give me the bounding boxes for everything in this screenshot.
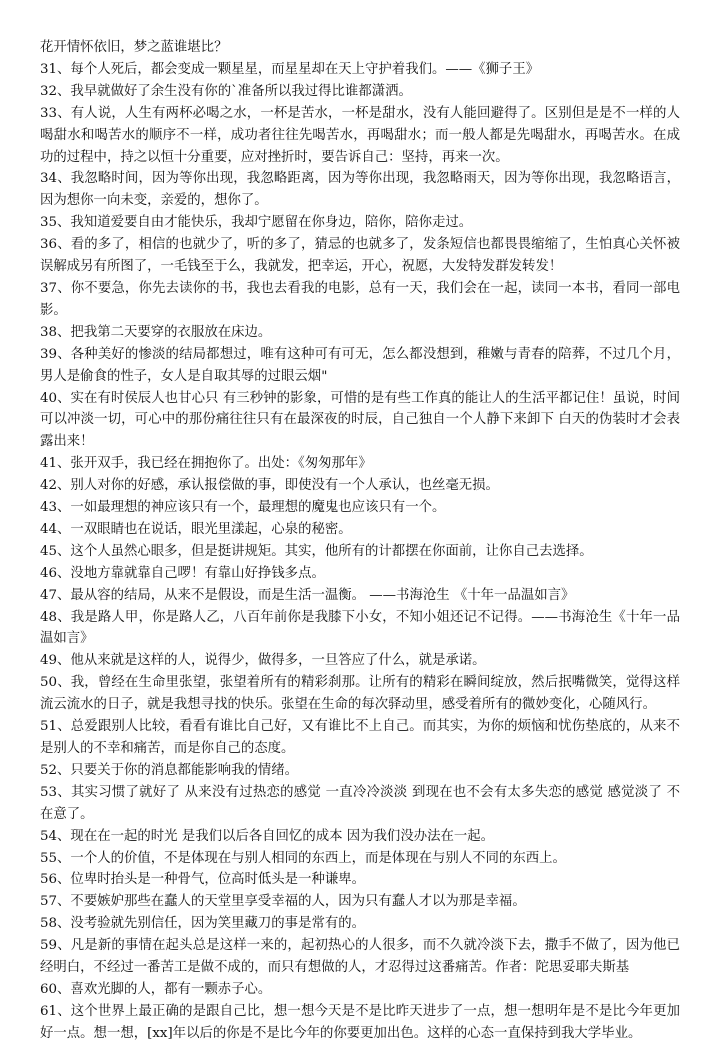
quote-40: 40、实在有时侯辰人也甘心只 有三秒钟的影象，可惜的是有些工作真的能让人的生活平都记住！虽说，时间可以冲淡一切，可心中的那份痛往往只有在最深夜的时辰，自己独自一个人静下来卸下 白天的伪装时才会表露出来！	[40, 390, 680, 450]
quote-42: 42、别人对你的好感，承认报偿做的事，即使没有一个人承认，也丝毫无损。	[40, 478, 499, 494]
quote-48: 48、我是路人甲，你是路人乙，八百年前你是我膝下小女，不知小姐还记不记得。——书海沧生《十年一品温如言》	[40, 609, 680, 647]
quote-32: 32、我早就做好了余生没有你的`准备所以我过得比谁都潇洒。	[40, 83, 412, 99]
quote-45: 45、这个人虽然心眼多，但是挺讲规矩。其实，他所有的计都摆在你面前，让你自己去选择。	[40, 543, 593, 559]
quote-56: 56、位卑时抬头是一种骨气，位高时低头是一种谦卑。	[40, 872, 366, 888]
quote-33: 33、有人说，人生有两杯必喝之水，一杯是苦水，一杯是甜水，没有人能回避得了。区别但是是不一样的人喝甜水和喝苦水的顺序不一样，成功者往往先喝苦水，再喝甜水；而一般人都是先喝甜水，再喝苦水。在成功的过程中，持之以恒十分重要，应对挫折时，要告诉自己：坚持，再来一次。	[40, 105, 680, 165]
quote-46: 46、没地方靠就靠自己啰！有靠山好挣钱多点。	[40, 565, 325, 581]
quote-55: 55、一个人的价值，不是体现在与别人相同的东西上，而是体现在与别人不同的东西上。	[40, 850, 566, 866]
quote-59: 59、凡是新的事情在起头总是这样一来的，起初热心的人很多，而不久就冷淡下去，撒手不做了，因为他已经明白，不经过一番苦工是做不成的，而只有想做的人，才忍得过这番痛苦。作者：陀思妥耶夫斯基	[40, 938, 680, 976]
quote-31: 31、每个人死后，都会变成一颗星星，而星星却在天上守护着我们。——《狮子王》	[40, 61, 540, 77]
quote-51: 51、总爱跟别人比较，看看有谁比自己好，又有谁比不上自己。而其实，为你的烦恼和忧伤垫底的，从来不是别人的不幸和痛苦，而是你自己的态度。	[40, 719, 680, 756]
quote-47: 47、最从容的结局，从来不是假设，而是生活一温衡。 ——书海沧生 《十年一品温如言》	[40, 587, 575, 603]
quote-37: 37、你不要急，你先去读你的书，我也去看我的电影，总有一天，我们会在一起，读同一本书，看同一部电影。	[40, 280, 680, 318]
quote-54: 54、现在在一起的时光 是我们以后各自回忆的成本 因为我们没办法在一起。	[40, 828, 495, 844]
quote-52: 52、只要关于你的消息都能影响我的情绪。	[40, 762, 299, 778]
quote-58: 58、没考验就先别信任，因为笑里藏刀的事是常有的。	[40, 916, 366, 932]
quote-38: 38、把我第二天要穿的衣服放在床边。	[40, 324, 272, 340]
quote-36: 36、看的多了，相信的也就少了，听的多了，猜忌的也就多了，发条短信也都畏畏缩缩了，生怕真心关怀被误解成另有所图了，一毛钱至于么，我就发，把幸运，开心，祝愿，大发特发群发转发！	[40, 237, 680, 275]
quote-43: 43、一如最理想的神应该只有一个，最理想的魔鬼也应该只有一个。	[40, 500, 446, 516]
intro-line: 花开情怀依旧，梦之蓝谁堪比？	[40, 40, 228, 55]
quote-34: 34、我忽略时间，因为等你出现，我忽略距离，因为等你出现，我忽略雨天，因为等你出现，我忽略语言，因为想你一向未变，亲爱的，想你了。	[40, 171, 680, 209]
quote-50: 50、我，曾经在生命里张望，张望着所有的精彩刹那。让所有的精彩在瞬间绽放，然后抿嘴微笑，觉得这样流云流水的日子，就是我想寻找的快乐。张望在生命的每次驿动里，感受着所有的微妙变化，心随风行。	[40, 675, 680, 713]
quote-53: 53、其实习惯了就好了 从来没有过热恋的感觉 一直冷冷淡淡 到现在也不会有太多失恋的感觉 感觉淡了 不在意了。	[40, 784, 680, 822]
quote-39: 39、各种美好的惨淡的结局都想过，唯有这种可有可无，怎么都没想到，稚嫩与青春的陪葬，不过几个月，男人是偷食的性子，女人是自取其辱的过眼云烟"	[40, 346, 680, 384]
quote-35: 35、我知道爱要自由才能快乐，我却宁愿留在你身边，陪你，陪你走过。	[40, 215, 473, 231]
quote-44: 44、一双眼睛也在说话，眼光里漾起，心泉的秘密。	[40, 521, 352, 537]
quote-60: 60、喜欢光脚的人，都有一颗赤子心。	[40, 981, 272, 997]
quote-61: 61、这个世界上最正确的是跟自己比，想一想今天是不是比昨天进步了一点，想一想明年是不是比今年更加好一点。想一想，[xx]年以后的你是不是比今年的你要更加出色。这样的心态一直保持到我大学毕业。	[40, 1003, 680, 1041]
quote-57: 57、不要嫉妒那些在蠢人的天堂里享受幸福的人，因为只有蠢人才以为那是幸福。	[40, 894, 526, 910]
quote-49: 49、他从来就是这样的人，说得少，做得多，一旦答应了什么，就是承诺。	[40, 653, 486, 669]
quote-41: 41、张开双手，我已经在拥抱你了。出处：《匆匆那年》	[40, 456, 372, 472]
